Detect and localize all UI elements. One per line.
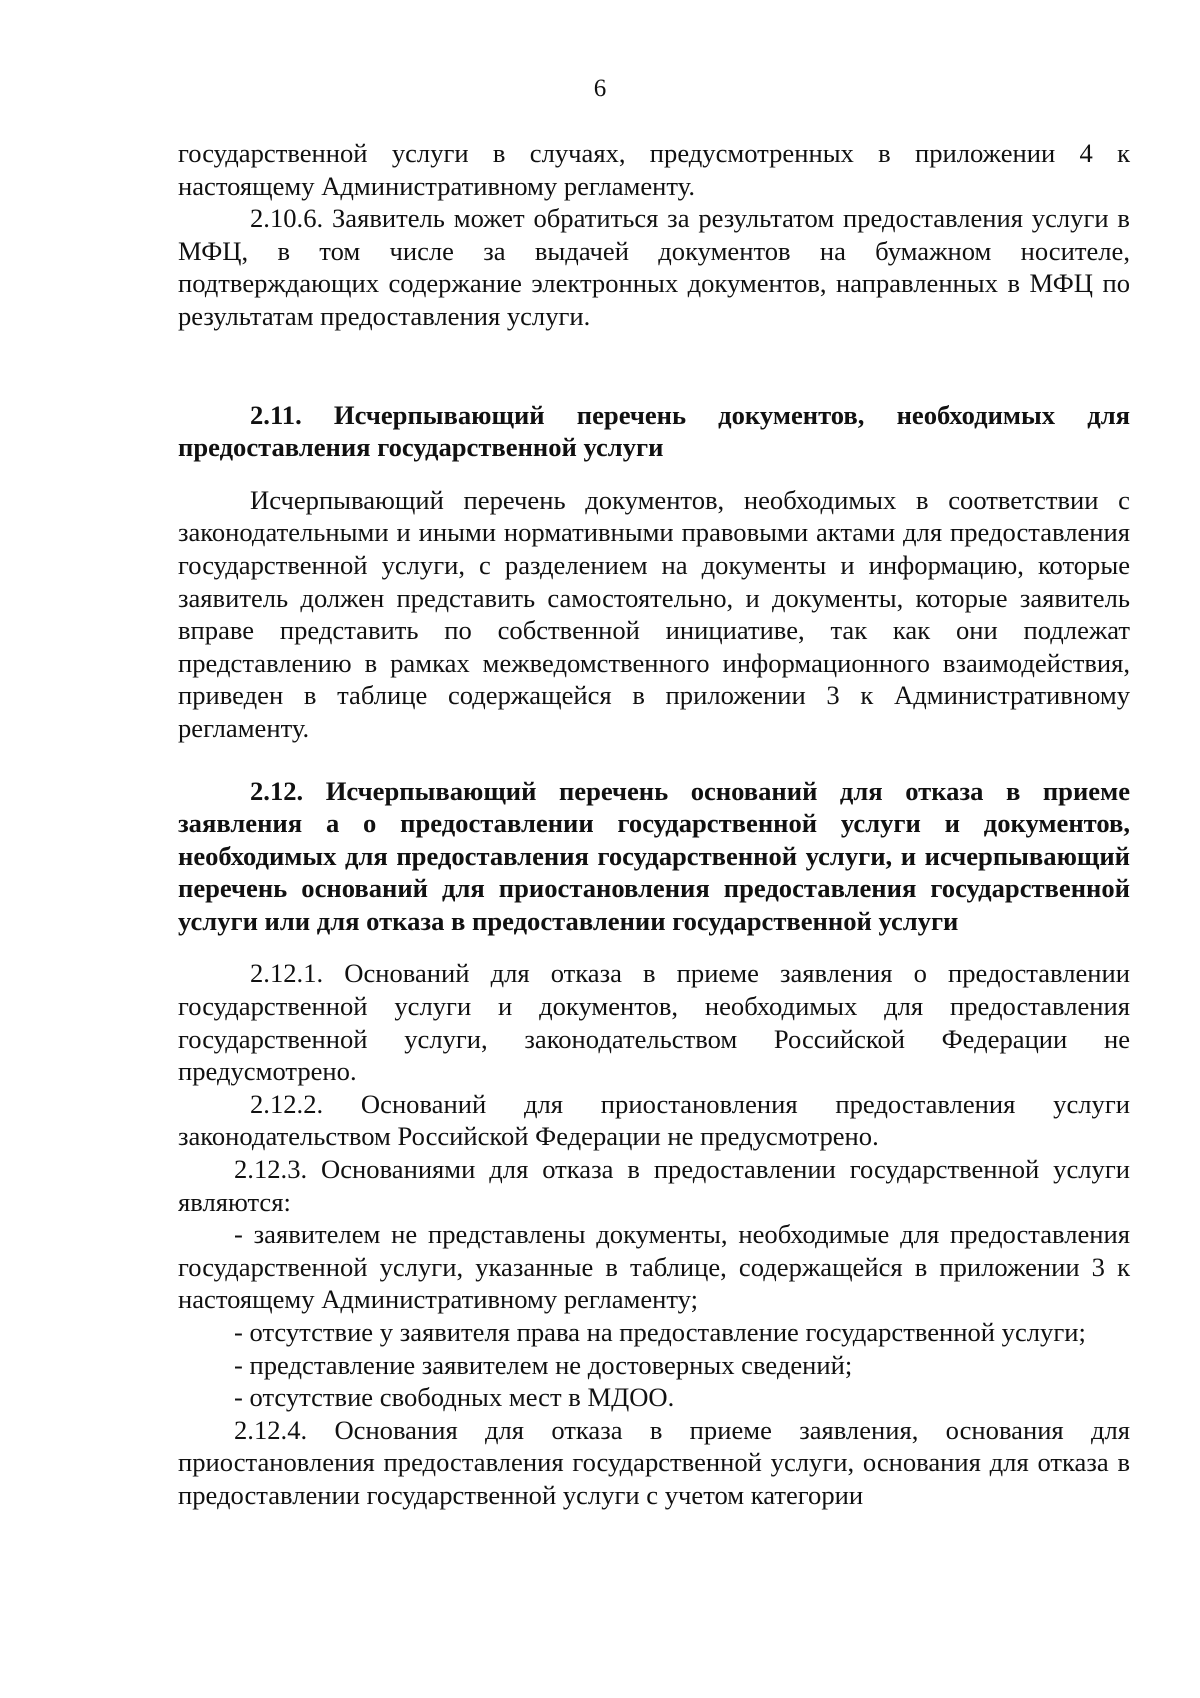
page-number: 6	[593, 75, 607, 102]
paragraph-continuation: государственной услуги в случаях, предусмотренных в приложении 4 к настоящему Административному регламенту.	[178, 138, 1130, 201]
paragraph-2-11-text: Исчерпывающий перечень документов, необходимых в соответствии с законодательными и иными нормативными правовыми актами для предоставления государственной услуги, с разделением на документы и информацию, которые заявитель должен представить самостоятельно, и документы, которые заявитель вправе представить по собственной инициативе, так как они подлежат представлению в рамках межведомственного информационного взаимодействия, приведен в таблице содержащейся в приложении 3 к Административному регламенту.	[178, 484, 1130, 743]
list-item-false-info: - представление заявителем не достоверных сведений;	[234, 1349, 853, 1380]
heading-2-11: 2.11. Исчерпывающий перечень документов, необходимых для предоставления государственной услуги	[178, 399, 1130, 463]
document-body	[178, 137, 1130, 1512]
paragraph-2-10-6: 2.10.6. Заявитель может обратиться за результатом предоставления услуги в МФЦ, в том числе за выдачей документов на бумажном носителе, подтверждающих содержание электронных документов, направленных в МФЦ по результатам предоставления услуги.	[178, 203, 1130, 331]
paragraph-2-12-2: 2.12.2. Оснований для приостановления предоставления услуги законодательством Российской Федерации не предусмотрено.	[178, 1088, 1130, 1152]
paragraph-2-12-4: 2.12.4. Основания для отказа в приеме заявления, основания для приостановления предоставления государственной услуги, основания для отказа в предоставлении государственной услуги с учетом категории	[178, 1414, 1130, 1510]
heading-2-12: 2.12. Исчерпывающий перечень оснований для отказа в приеме заявления а о предоставлении государственной услуги и документов, необходимых для предоставления государственной услуги, и исчерпывающий перечень оснований для приостановления предоставления государственной услуги или для отказа в предоставлении государственной услуги	[178, 775, 1130, 936]
list-item-documents: - заявителем не представлены документы, необходимые для предоставления государственной услуги, указанные в таблице, содержащейся в приложении 3 к настоящему Административному регламенту;	[178, 1219, 1130, 1315]
paragraph-2-12-1: 2.12.1. Оснований для отказа в приеме заявления о предоставлении государственной услуги и документов, необходимых для предоставления государственной услуги, законодательством Российской Федерации не предусмотрено.	[178, 958, 1130, 1087]
list-item-no-right: - отсутствие у заявителя права на предоставление государственной услуги;	[234, 1317, 1086, 1347]
paragraph-2-12-3: 2.12.3. Основаниями для отказа в предоставлении государственной услуги являются:	[178, 1154, 1130, 1217]
list-item-no-places: - отсутствие свободных мест в МДОО.	[234, 1382, 675, 1413]
